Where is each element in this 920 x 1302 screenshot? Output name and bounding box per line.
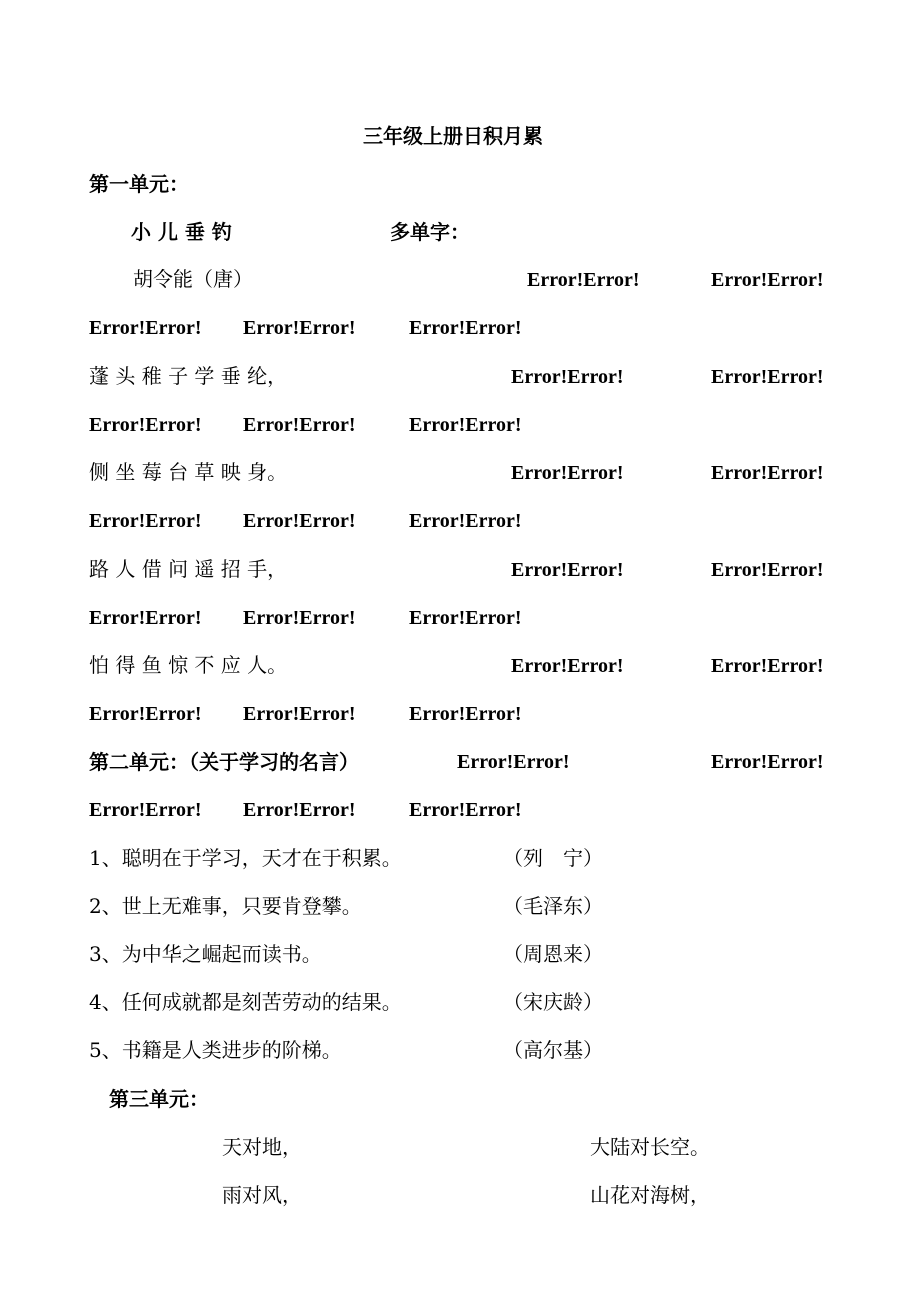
quote-author: （高尔基）	[503, 1038, 603, 1062]
quote-author: （列 宁）	[503, 846, 603, 870]
couplet-right: 山花对海树，	[590, 1183, 710, 1207]
error-field: Error!Error!	[711, 559, 824, 581]
error-field: Error!Error!	[711, 366, 824, 388]
error-field: Error!Error!	[457, 751, 570, 773]
quote-author: （周恩来）	[503, 942, 603, 966]
poem-line: 蓬 头 稚 子 学 垂 纶，	[89, 364, 288, 388]
error-field: Error!Error!	[243, 317, 356, 339]
error-field: Error!Error!	[711, 269, 824, 291]
poem-title: 小 儿 垂 钓	[131, 220, 232, 244]
quote-text: 3、为中华之崛起而读书。	[89, 942, 322, 966]
couplet-left: 天对地，	[222, 1135, 302, 1159]
unit3-heading: 第三单元：	[109, 1087, 209, 1111]
page-title: 三年级上册日积月累	[363, 124, 543, 148]
poem-line: 路 人 借 问 遥 招 手，	[89, 557, 288, 581]
error-field: Error!Error!	[511, 559, 624, 581]
error-field: Error!Error!	[409, 414, 522, 436]
error-field: Error!Error!	[243, 799, 356, 821]
unit2-heading: 第二单元：（关于学习的名言）	[89, 750, 359, 774]
error-field: Error!Error!	[89, 317, 202, 339]
error-field: Error!Error!	[711, 462, 824, 484]
error-field: Error!Error!	[511, 366, 624, 388]
unit1-heading: 第一单元：	[89, 172, 189, 196]
multi-char-label: 多单字：	[390, 220, 470, 244]
quote-text: 4、任何成就都是刻苦劳动的结果。	[89, 990, 402, 1014]
error-field: Error!Error!	[711, 751, 824, 773]
error-field: Error!Error!	[89, 414, 202, 436]
couplet-left: 雨对风，	[222, 1183, 302, 1207]
error-field: Error!Error!	[409, 607, 522, 629]
quote-text: 2、世上无难事，只要肯登攀。	[89, 894, 362, 918]
error-field: Error!Error!	[511, 462, 624, 484]
quote-text: 1、聪明在于学习，天才在于积累。	[89, 846, 402, 870]
error-field: Error!Error!	[89, 799, 202, 821]
poem-line: 侧 坐 莓 台 草 映 身。	[89, 460, 288, 484]
error-field: Error!Error!	[243, 607, 356, 629]
error-field: Error!Error!	[243, 414, 356, 436]
error-field: Error!Error!	[89, 703, 202, 725]
error-field: Error!Error!	[711, 655, 824, 677]
error-field: Error!Error!	[409, 317, 522, 339]
error-field: Error!Error!	[409, 510, 522, 532]
error-field: Error!Error!	[243, 510, 356, 532]
quote-author: （宋庆龄）	[503, 990, 603, 1014]
quote-text: 5、书籍是人类进步的阶梯。	[89, 1038, 342, 1062]
error-field: Error!Error!	[511, 655, 624, 677]
error-field: Error!Error!	[243, 703, 356, 725]
poem-author: 胡令能（唐）	[133, 267, 253, 291]
error-field: Error!Error!	[527, 269, 640, 291]
error-field: Error!Error!	[409, 799, 522, 821]
error-field: Error!Error!	[89, 607, 202, 629]
quote-author: （毛泽东）	[503, 894, 603, 918]
poem-line: 怕 得 鱼 惊 不 应 人。	[89, 653, 288, 677]
couplet-right: 大陆对长空。	[590, 1135, 710, 1159]
error-field: Error!Error!	[89, 510, 202, 532]
error-field: Error!Error!	[409, 703, 522, 725]
